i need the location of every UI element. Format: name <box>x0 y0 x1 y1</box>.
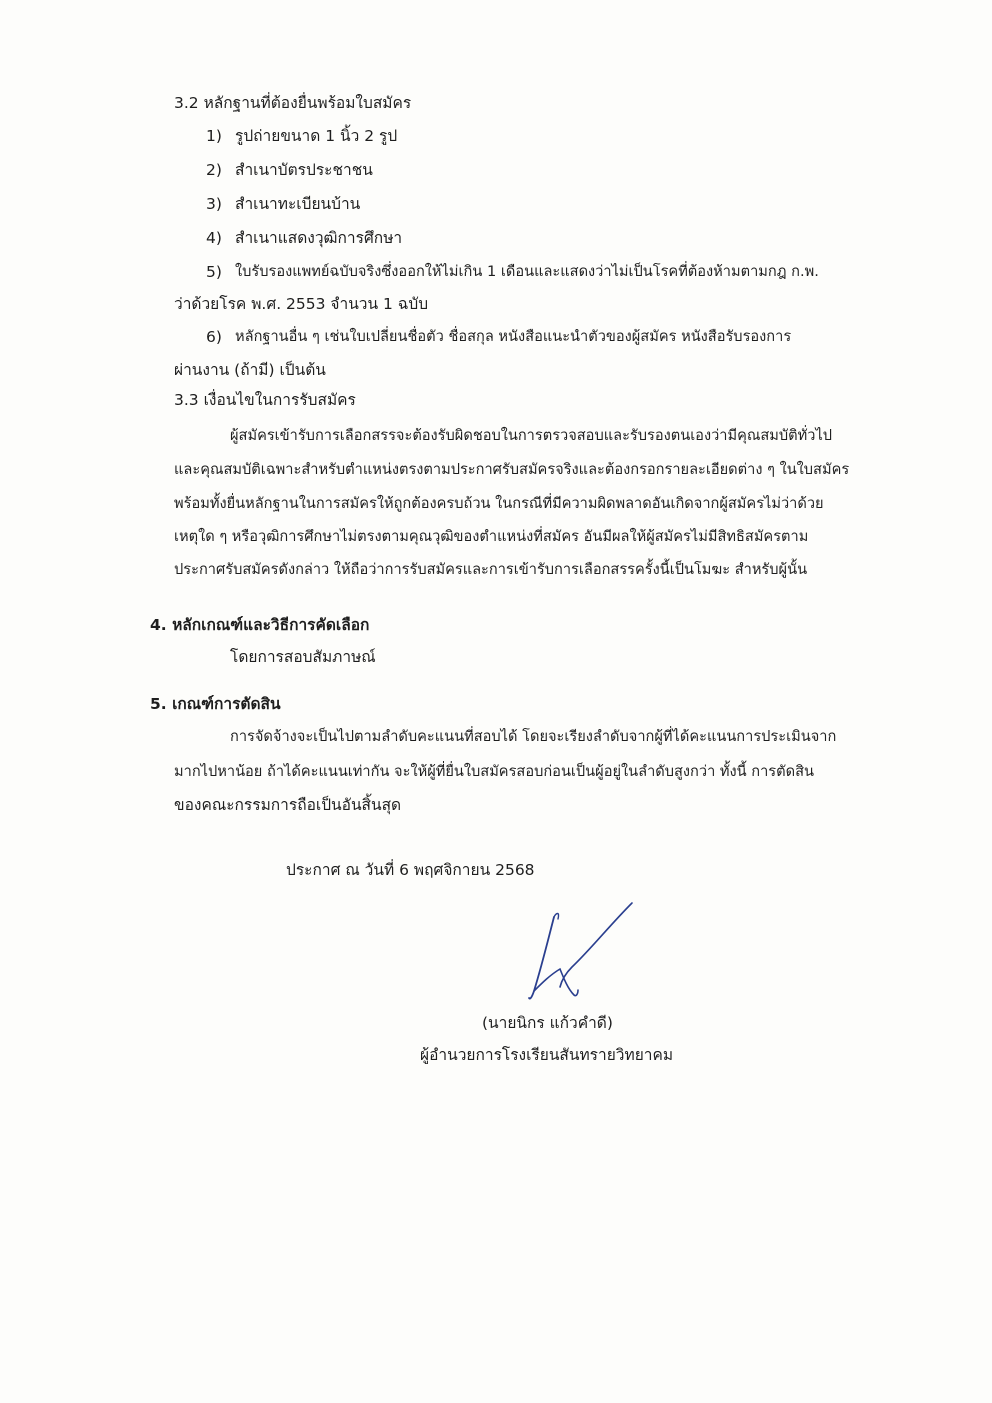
signatory-name: (นายนิกร แก้วคำดี) <box>482 1014 613 1032</box>
paragraph-line: ของคณะกรรมการถือเป็นอันสิ้นสุด <box>174 796 402 814</box>
list-item: สำเนาแสดงวุฒิการศึกษา <box>235 229 403 247</box>
section-4-heading: 4. หลักเกณฑ์และวิธีการคัดเลือก <box>150 616 370 634</box>
section-5-heading: 5. เกณฑ์การตัดสิน <box>150 695 281 713</box>
paragraph-line: การจัดจ้างจะเป็นไปตามลำดับคะแนนที่สอบได้ โดยจะเรียงลำดับจากผู้ที่ได้คะแนนการประเมินจาก <box>230 728 837 745</box>
section-4-body: โดยการสอบสัมภาษณ์ <box>230 648 376 666</box>
list-item-number: 6) <box>206 328 222 346</box>
paragraph-line: มากไปหาน้อย ถ้าได้คะแนนเท่ากัน จะให้ผู้ที่ยื่นใบสมัครสอบก่อนเป็นผู้อยู่ในลำดับสูงกว่า ทั้งนี้ การตัดสิน <box>174 763 814 780</box>
signatory-position: ผู้อำนวยการโรงเรียนสันทรายวิทยาคม <box>420 1046 674 1064</box>
list-item-continuation: ผ่านงาน (ถ้ามี) เป็นต้น <box>174 361 326 379</box>
signature-image <box>520 895 650 1010</box>
list-item: สำเนาทะเบียนบ้าน <box>235 195 361 213</box>
list-item-number: 2) <box>206 161 222 179</box>
section-3-3-heading: 3.3 เงื่อนไขในการรับสมัคร <box>174 391 356 409</box>
list-item-continuation: ว่าด้วยโรค พ.ศ. 2553 จำนวน 1 ฉบับ <box>174 295 429 313</box>
list-item: สำเนาบัตรประชาชน <box>235 161 373 179</box>
list-item-number: 3) <box>206 195 222 213</box>
list-item: หลักฐานอื่น ๆ เช่นใบเปลี่ยนชื่อตัว ชื่อสกุล หนังสือแนะนำตัวของผู้สมัคร หนังสือรับรองการ <box>235 328 792 345</box>
list-item-number: 1) <box>206 127 222 145</box>
list-item-number: 4) <box>206 229 222 247</box>
paragraph-line: เหตุใด ๆ หรือวุฒิการศึกษาไม่ตรงตามคุณวุฒิของตำแหน่งที่สมัคร อันมีผลให้ผู้สมัครไม่มีสิทธิสมัครตาม <box>174 528 809 545</box>
paragraph-line: ผู้สมัครเข้ารับการเลือกสรรจะต้องรับผิดชอบในการตรวจสอบและรับรองตนเองว่ามีคุณสมบัติทั่วไป <box>230 427 833 444</box>
list-item-number: 5) <box>206 263 222 281</box>
paragraph-line: ประกาศรับสมัครดังกล่าว ให้ถือว่าการรับสมัครและการเข้ารับการเลือกสรรครั้งนี้เป็นโมฆะ สำหรับผู้นั้น <box>174 561 808 578</box>
list-item: ใบรับรองแพทย์ฉบับจริงซึ่งออกให้ไม่เกิน 1 เดือนและแสดงว่าไม่เป็นโรคที่ต้องห้ามตามกฎ ก.พ. <box>235 263 819 280</box>
paragraph-line: พร้อมทั้งยื่นหลักฐานในการสมัครให้ถูกต้องครบถ้วน ในกรณีที่มีความผิดพลาดอันเกิดจากผู้สมัครไม่ว่าด้วย <box>174 495 824 512</box>
section-3-2-heading: 3.2 หลักฐานที่ต้องยื่นพร้อมใบสมัคร <box>174 94 412 112</box>
list-item: รูปถ่ายขนาด 1 นิ้ว 2 รูป <box>235 127 398 145</box>
paragraph-line: และคุณสมบัติเฉพาะสำหรับตำแหน่งตรงตามประกาศรับสมัครจริงและต้องกรอกรายละเอียดต่าง ๆ ในใบสมัคร <box>174 461 850 478</box>
announcement-date: ประกาศ ณ วันที่ 6 พฤศจิกายน 2568 <box>286 861 535 879</box>
